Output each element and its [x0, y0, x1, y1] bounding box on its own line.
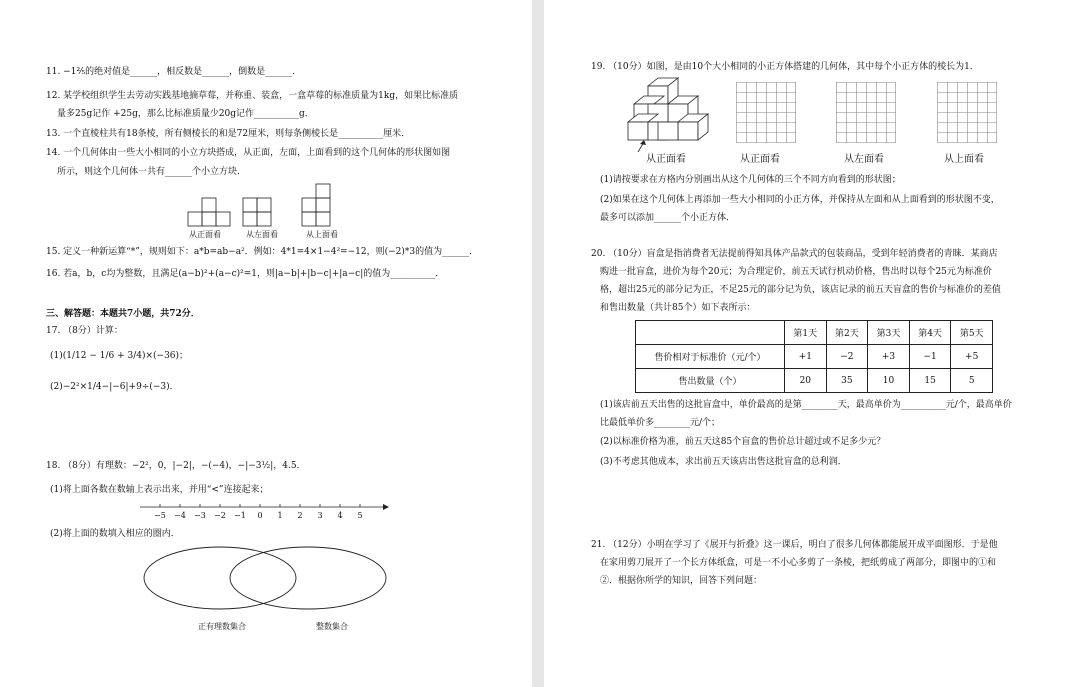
table-row: [636, 369, 993, 393]
left-page: [0, 0, 532, 687]
number-line-tick-label: −2: [214, 511, 226, 520]
grid-front: [736, 82, 796, 144]
question-21-line2: 在家用剪刀展开了一个长方体纸盒，可是一不小心多剪了一条棱，把纸剪成了两部分，即图中的①和: [600, 558, 997, 568]
question-20-part2: (2)以标准价格为准，前五天这85个盲盒的售价总计超过或不足多少元？: [600, 437, 886, 447]
grid-left: [836, 82, 896, 144]
question-20-part3: (3)不考虑其他成本，求出前五天该店出售这批盲盒的总利润．: [600, 457, 847, 467]
set-label-integers: 整数集合: [316, 622, 348, 631]
number-line-tick-label: 1: [277, 511, 283, 520]
number-line-tick-label: 2: [297, 511, 303, 520]
question-18-part1: (1)将上面各数在数轴上表示出来，并用“<”连接起来；: [50, 485, 269, 495]
number-line-tick-label: 3: [317, 511, 323, 520]
table-row-label: 售出数量（个）: [636, 369, 785, 393]
number-line-tick-label: 5: [357, 511, 363, 520]
cube-solid-figure: [624, 74, 712, 154]
table-header-cell: 第5天: [951, 321, 993, 345]
question-21-line3: ②．根据你所学的知识，回答下列问题：: [600, 576, 763, 586]
table-cell: −1: [909, 345, 951, 369]
table-cell: 10: [868, 369, 910, 393]
table-header-cell: 第4天: [909, 321, 951, 345]
table-header-row: [636, 321, 993, 345]
number-line-tick-label: −1: [234, 511, 246, 520]
table-cell: +1: [785, 345, 827, 369]
question-18-part2: (2)将上面的数填入相应的圈内．: [50, 529, 180, 539]
number-line-tick-label: 0: [257, 511, 263, 520]
table-cell: 15: [909, 369, 951, 393]
table-cell: 35: [826, 369, 868, 393]
caption-left-view: 从左面看: [246, 230, 278, 239]
question-17-part2: (2)−2²×1/4−|−6|+9÷(−3)．: [50, 382, 179, 392]
price-table: [635, 320, 993, 393]
caption-grid-front: 从正面看: [740, 154, 780, 165]
table-cell: +5: [951, 345, 993, 369]
question-14-line1: 14. 一个几何体由一些大小相同的小立方块搭成，从正面，左面，上面看到的这个几何体的形状图如图: [46, 148, 451, 158]
question-21-line1: 21. （12分）小明在学习了《展开与折叠》这一课后，明白了很多几何体都能展开成平面图形．于是他: [591, 540, 998, 550]
question-13: 13. 一个直棱柱共有18条棱，所有侧棱长的和是72厘米，则每条侧棱长是__________厘米．: [46, 129, 411, 139]
number-line-tick-label: −3: [194, 511, 206, 520]
table-header-cell: 第2天: [826, 321, 868, 345]
question-20-line2: 购进一批盲盒，进价为每个20元；为合理定价，前五天试行机动价格，售出时以每个25元为标准价: [600, 267, 992, 277]
number-line-tick-label: −5: [154, 511, 166, 520]
question-20-part1-line1: (1)该店前五天出售的这批盲盒中，单价最高的是第________天，最高单价为__________元/个，最高单价: [600, 400, 1012, 410]
table-cell: +3: [868, 345, 910, 369]
table-cell: −2: [826, 345, 868, 369]
question-12-line1: 12. 某学校组织学生去劳动实践基地摘草莓，并称重、装盒，一盒草莓的标准质量为1kg，如果比标准质: [46, 91, 459, 101]
question-11: 11. −1⅖的绝对值是______，相反数是______，倒数是______．: [46, 67, 302, 77]
question-19-part2: (2)如果在这个几何体上再添加一些大小相同的小正方体，并保持从左面和从上面看到的形状图不变，: [600, 195, 1000, 205]
number-line-tick-label: 4: [337, 511, 343, 520]
caption-grid-left: 从左面看: [844, 154, 884, 165]
right-page: [544, 0, 1080, 687]
question-17: 17. （8分）计算：: [46, 326, 123, 336]
table-row: [636, 345, 993, 369]
question-15: 15. 定义一种新运算“*”，规则如下：a*b=ab−a²．例如：4*1=4×1−4²=−12，则(−2)*3的值为______．: [46, 247, 479, 257]
section-heading: 三、解答题：本题共7小题，共72分．: [46, 309, 200, 319]
table-header-cell: 第1天: [785, 321, 827, 345]
number-line-tick-label: −4: [174, 511, 186, 520]
venn-diagram: [140, 542, 392, 614]
question-16: 16. 若a，b，c均为整数，且满足(a−b)²+(a−c)²=1，则|a−b|+|b−c|+|a−c|的值为__________．: [46, 269, 445, 279]
caption-front-view: 从正面看: [189, 230, 221, 239]
caption-top-view: 从上面看: [306, 230, 338, 239]
question-20-line4: 和售出数量（共计85个）如下表所示：: [600, 303, 756, 313]
question-19-part3: 最多可以添加______个小正方体．: [600, 213, 736, 223]
table-row-label: 售价相对于标准价（元/个）: [636, 345, 785, 369]
question-18: 18. （8分）有理数：−2²，0，|−2|，−(−4)，−|−3½|，4.5．: [46, 461, 306, 471]
grid-top: [937, 82, 997, 144]
table-cell: 20: [785, 369, 827, 393]
question-20-line1: 20. （10分）盲盒是指消费者无法提前得知具体产品款式的包装商品，受到年轻消费者的青睐．某商店: [591, 249, 998, 259]
question-20-part1-line2: 比最低单价多________元/个；: [600, 418, 721, 428]
number-line: [140, 498, 390, 522]
table-header-cell: [636, 321, 785, 345]
question-19-part1: (1)请按要求在方格内分别画出从这个几何体的三个不同方向看到的形状图；: [600, 175, 901, 185]
question-12-line2: 量多25g记作 +25g，那么比标准质量少20g记作__________g．: [57, 109, 314, 119]
question-20-line3: 格，超出25元的部分记为正，不足25元的部分记为负，该店记录的前五天盲盒的售价与标准价的差值: [600, 285, 1001, 295]
table-cell: 5: [951, 369, 993, 393]
question-17-part1: (1)(1/12 − 1/6 + 3/4)×(−36)；: [50, 351, 189, 361]
question-14-line2: 所示，则这个几何体一共有______个小立方块．: [57, 167, 247, 177]
caption-front-arrow: 从正面看: [646, 154, 686, 165]
table-header-cell: 第3天: [868, 321, 910, 345]
set-label-positive-rational: 正有理数集合: [198, 622, 246, 631]
caption-grid-top: 从上面看: [944, 154, 984, 165]
question-19: 19. （10分）如图，是由10个大小相同的小正方体搭建的几何体，其中每个小正方体的棱长为1．: [591, 62, 979, 72]
